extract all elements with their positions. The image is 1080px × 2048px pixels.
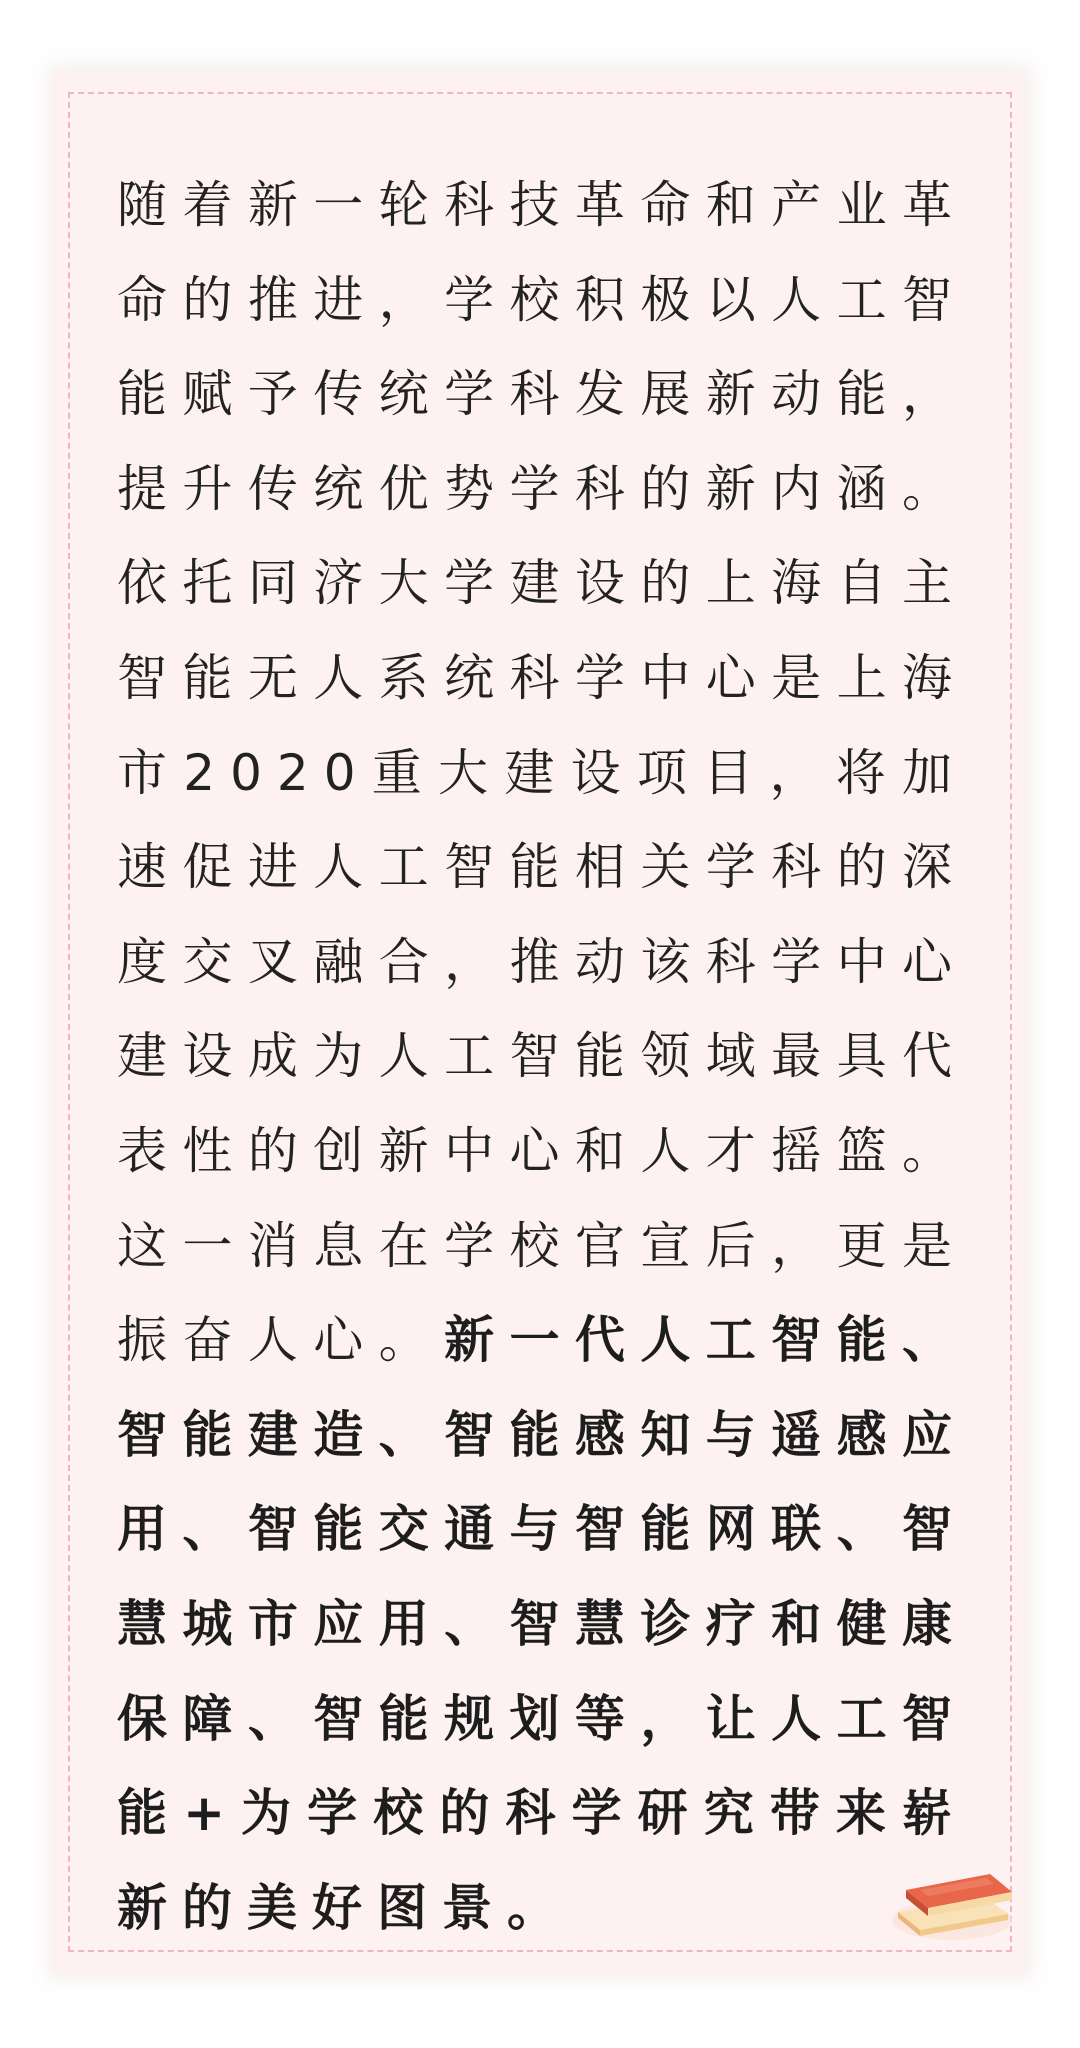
book-icon — [890, 1850, 1020, 1945]
article-bold-text: 新一代人工智能、智能建造、智能感知与遥感应用、智能交通与智能网联、智慧城市应用、智慧诊疗和健康保障、智能规划等，让人工智能+为学校的科学研究带来崭新的美好图景。 — [117, 1311, 968, 1937]
article-normal-text: 随着新一轮科技革命和产业革命的推进，学校积极以人工智能赋予传统学科发展新动能，提升传统优势学科的新内涵。依托同济大学建设的上海自主智能无人系统科学中心是上海市2020重大建设项目，将加速促进人工智能相关学科的深度交叉融合，推动该科学中心建设成为人工智能领域最具代表性的创新中心和人才摇篮。这一消息在学校官宣后，更是振奋人心。 — [117, 176, 967, 1370]
article-paragraph — [117, 158, 967, 1955]
